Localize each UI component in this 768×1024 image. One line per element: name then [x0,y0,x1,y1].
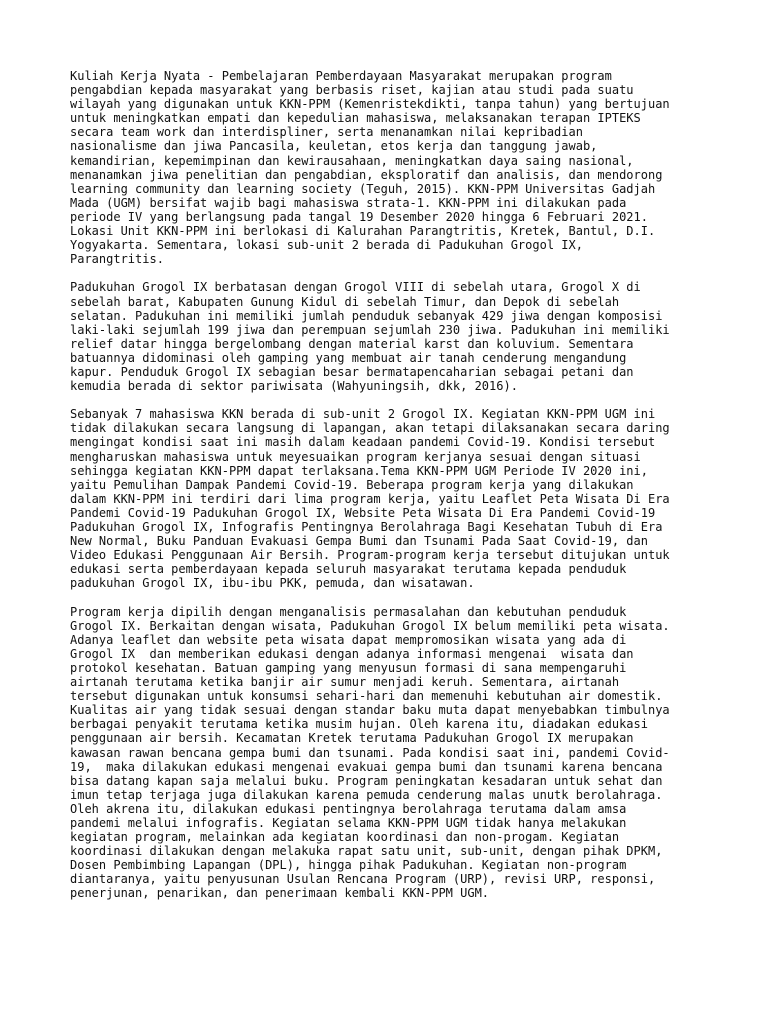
text-line: Grogol IX. Berkaitan dengan wisata, Padukuhan Grogol IX belum memiliki peta wisata. [70,618,670,633]
text-line: Pandemi Covid-19 Padukuhan Grogol IX, Website Peta Wisata Di Era Pandemi Covid-19 [70,505,656,520]
text-line: 19, maka dilakukan edukasi mengenai evakuai gempa bumi dan tsunami karena bencana [70,759,663,774]
text-line: pengabdian kepada masyarakat yang berbasis riset, kajian atau studi pada suatu [70,83,634,98]
text-line: nasionalisme dan jiwa Pancasila, keuletan, etos kerja dan tanggung jawab, [70,139,598,154]
text-line: tidak dilakukan secara langsung di lapangan, akan tetapi dilaksanakan secara daring [70,421,670,436]
text-line: Mada (UGM) bersifat wajib bagi mahasiswa strata-1. KKN-PPM ini dilakukan pada [70,195,627,210]
text-line: dalam KKN-PPM ini terdiri dari lima program kerja, yaitu Leaflet Peta Wisata Di Era [70,491,670,506]
text-line: kemudia berada di sektor pariwisata (Wahyuningsih, dkk, 2016). [70,379,518,394]
text-line: sehingga kegiatan KKN-PPM dapat terlaksana.Tema KKN-PPM UGM Periode IV 2020 ini, [70,463,648,478]
paragraph-4 [70,605,710,901]
text-line: Oleh akrena itu, dilakukan edukasi pentingnya berolahraga terutama dalam amsa [70,801,627,816]
text-line: edukasi serta pemberdayaan kepada seluruh masyarakat terutama kepada penduduk [70,562,627,577]
text-line: untuk meningkatkan empati dan kepedulian mahasiswa, melaksanakan terapan IPTEKS [70,111,641,126]
text-line: kawasan rawan bencana gempa bumi dan tsunami. Pada kondisi saat ini, pandemi Covid- [70,745,670,760]
paragraph-1 [70,69,710,266]
text-line: batuannya didominasi oleh gamping yang membuat air tanah cenderung mengandung [70,350,627,365]
text-line: laki-laki sejumlah 199 jiwa dan perempuan sejumlah 230 jiwa. Padukuhan ini memiliki [70,322,670,337]
text-line: relief datar hingga bergelombang dengan material karst dan koluvium. Sementara [70,336,634,351]
text-line: Padukuhan Grogol IX, Infografis Pentingnya Berolahraga Bagi Kesehatan Tubuh di Era [70,520,663,534]
text-line: padukuhan Grogol IX, ibu-ibu PKK, pemuda, dan wisatawan. [70,576,475,591]
text-line: kemandirian, kepemimpinan dan kewirausahaan, meningkatkan daya saing nasional, [70,153,634,168]
text-line: Padukuhan Grogol IX berbatasan dengan Grogol VIII di sebelah utara, Grogol X di [70,280,641,295]
text-line: kegiatan program, melainkan ada kegiatan koordinasi dan non-progam. Kegiatan [70,830,620,845]
text-line: berbagai penyakit terutama ketika musim hujan. Oleh karena itu, diadakan edukasi [70,717,648,732]
text-line: mengharuskan mahasiswa untuk meyesuaikan program kerjanya sesuai dengan situasi [70,449,641,464]
text-line: learning community dan learning society (Teguh, 2015). KKN-PPM Universitas Gadjah [70,181,656,196]
text-line: mengingat kondisi saat ini masih dalam keadaan pandemi Covid-19. Kondisi tersebut [70,435,656,450]
text-line: koordinasi dilakukan dengan melakuka rapat satu unit, sub-unit, dengan pihak DPKM, [70,844,663,859]
text-line: tersebut digunakan untuk konsumsi sehari-hari dan memenuhi kebutuhan air domestik. [70,689,663,704]
text-line: selatan. Padukuhan ini memiliki jumlah penduduk sebanyak 429 jiwa dengan komposisi [70,308,663,323]
text-line: wilayah yang digunakan untuk KKN-PPM (Kemenristekdikti, tanpa tahun) yang bertujuan [70,97,670,112]
text-line: Sebanyak 7 mahasiswa KKN berada di sub-unit 2 Grogol IX. Kegiatan KKN-PPM UGM ini [70,407,656,422]
document-body [70,69,710,915]
text-line: Lokasi Unit KKN-PPM ini berlokasi di Kalurahan Parangtritis, Kretek, Bantul, D.I. [70,224,656,239]
text-line: Video Edukasi Penggunaan Air Bersih. Program-program kerja tersebut ditujukan untuk [70,548,670,563]
text-line: yaitu Pemulihan Dampak Pandemi Covid-19. Beberapa program kerja yang dilakukan [70,477,634,492]
paragraph-2 [70,280,710,393]
text-line: New Normal, Buku Panduan Evakuasi Gempa Bumi dan Tsunami Pada Saat Covid-19, dan [70,534,648,549]
text-line: imun tetap terjaga juga dilakukan karena pemuda cenderung malas unutk berolahraga. [70,787,663,802]
text-line: airtanah terutama ketika banjir air sumur menjadi keruh. Sementara, airtanah [70,675,620,690]
text-line: secara team work dan interdispliner, serta menanamkan nilai kepribadian [70,125,583,140]
text-line: sebelah barat, Kabupaten Gunung Kidul di sebelah Timur, dan Depok di sebelah [70,294,620,309]
text-line: Adanya leaflet dan website peta wisata dapat mempromosikan wisata yang ada di [70,632,627,647]
text-line: diantaranya, yaitu penyusunan Usulan Rencana Program (URP), revisi URP, responsi, [70,872,656,887]
paragraph-3 [70,407,710,590]
text-line: Yogyakarta. Sementara, lokasi sub-unit 2 berada di Padukuhan Grogol IX, [70,238,583,253]
text-line: pandemi melalui infografis. Kegiatan selama KKN-PPM UGM tidak hanya melakukan [70,815,627,830]
text-line: periode IV yang berlangsung pada tangal 19 Desember 2020 hingga 6 Februari 2021. [70,209,648,224]
text-line: Program kerja dipilih dengan menganalisis permasalahan dan kebutuhan penduduk [70,604,627,619]
text-line: Kualitas air yang tidak sesuai dengan standar baku muta dapat menyebabkan timbulnya [70,703,670,718]
text-line: Parangtritis. [70,252,164,267]
text-line: penerjunan, penarikan, dan penerimaan kembali KKN-PPM UGM. [70,886,490,901]
text-line: bisa datang kapan saja melalui buku. Program peningkatan kesadaran untuk sehat dan [70,773,663,788]
text-line: kapur. Penduduk Grogol IX sebagian besar bermatapencaharian sebagai petani dan [70,364,634,379]
text-line: Grogol IX dan memberikan edukasi dengan adanya informasi mengenai wisata dan [70,646,634,661]
text-line: Dosen Pembimbing Lapangan (DPL), hingga pihak Padukuhan. Kegiatan non-program [70,858,627,873]
text-line: penggunaan air bersih. Kecamatan Kretek terutama Padukuhan Grogol IX merupakan [70,731,634,746]
text-line: Kuliah Kerja Nyata - Pembelajaran Pemberdayaan Masyarakat merupakan program [70,69,612,83]
text-line: menanamkan jiwa penelitian dan pengabdian, eksploratif dan analisis, dan mendorong [70,167,663,182]
text-line: protokol kesehatan. Batuan gamping yang menyusun formasi di sana mempengaruhi [70,660,627,675]
